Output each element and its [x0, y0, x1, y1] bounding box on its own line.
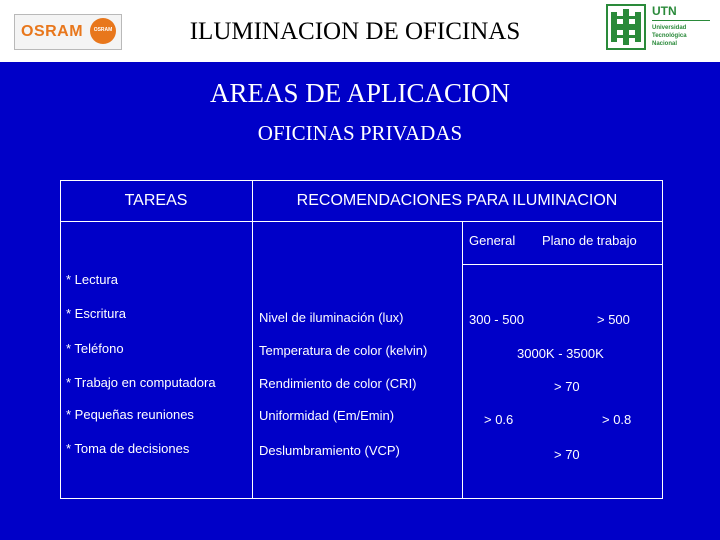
section-subheading: OFICINAS PRIVADAS — [257, 121, 463, 145]
utn-logo-sub-3: Nacional — [652, 41, 678, 47]
utn-logo-name: UTN — [652, 4, 677, 18]
subheader-general: General — [469, 233, 516, 248]
table-column-divider — [252, 180, 253, 499]
table-border-bottom — [60, 498, 663, 499]
value-vcp: > 70 — [554, 447, 580, 462]
task-item: * Pequeñas reuniones — [66, 407, 194, 422]
table-border-right — [662, 180, 663, 499]
value-temperatura: 3000K - 3500K — [517, 346, 604, 361]
task-item: * Trabajo en computadora — [66, 375, 216, 390]
value-lux-plano: > 500 — [597, 312, 630, 327]
utn-emblem-icon — [606, 4, 646, 50]
table-subheader-divider — [462, 264, 663, 265]
value-uniformidad-plano: > 0.8 — [602, 412, 632, 427]
value-lux-general: 300 - 500 — [469, 312, 524, 327]
param-label: Nivel de iluminación (lux) — [259, 310, 404, 325]
table-border-left — [60, 180, 61, 499]
value-cri: > 70 — [554, 379, 580, 394]
section-heading: AREAS DE APLICACION — [209, 78, 511, 108]
param-label: Temperatura de color (kelvin) — [259, 343, 428, 358]
param-label: Rendimiento de color (CRI) — [259, 376, 417, 391]
column-header-tareas: TAREAS — [124, 192, 188, 209]
utn-logo-subtitle — [652, 24, 687, 48]
table-subcolumn-divider — [462, 221, 463, 499]
table-header-divider — [60, 221, 663, 222]
subheader-plano-de-trabajo: Plano de trabajo — [542, 233, 637, 248]
header-bar — [0, 0, 720, 62]
task-item: * Lectura — [66, 272, 119, 287]
task-item: * Escritura — [66, 306, 126, 321]
osram-logo — [14, 14, 122, 50]
value-uniformidad-general: > 0.6 — [484, 412, 514, 427]
column-header-recomendaciones: RECOMENDACIONES PARA ILUMINACION — [296, 192, 618, 209]
table-border-top — [60, 180, 663, 181]
param-label: Deslumbramiento (VCP) — [259, 443, 400, 458]
osram-logo-badge-text: OSRAM — [93, 27, 113, 33]
task-item: * Toma de decisiones — [66, 441, 190, 456]
osram-logo-word: OSRAM — [21, 23, 84, 40]
param-label: Uniformidad (Em/Emin) — [259, 408, 395, 423]
task-item: * Teléfono — [66, 341, 124, 356]
osram-logo-badge — [90, 18, 116, 44]
utn-logo-divider — [652, 20, 710, 21]
page-title: ILUMINACION DE OFICINAS — [189, 18, 521, 45]
utn-logo-sub-1: Universidad — [652, 25, 687, 31]
utn-logo-sub-2: Tecnológica — [652, 33, 687, 39]
